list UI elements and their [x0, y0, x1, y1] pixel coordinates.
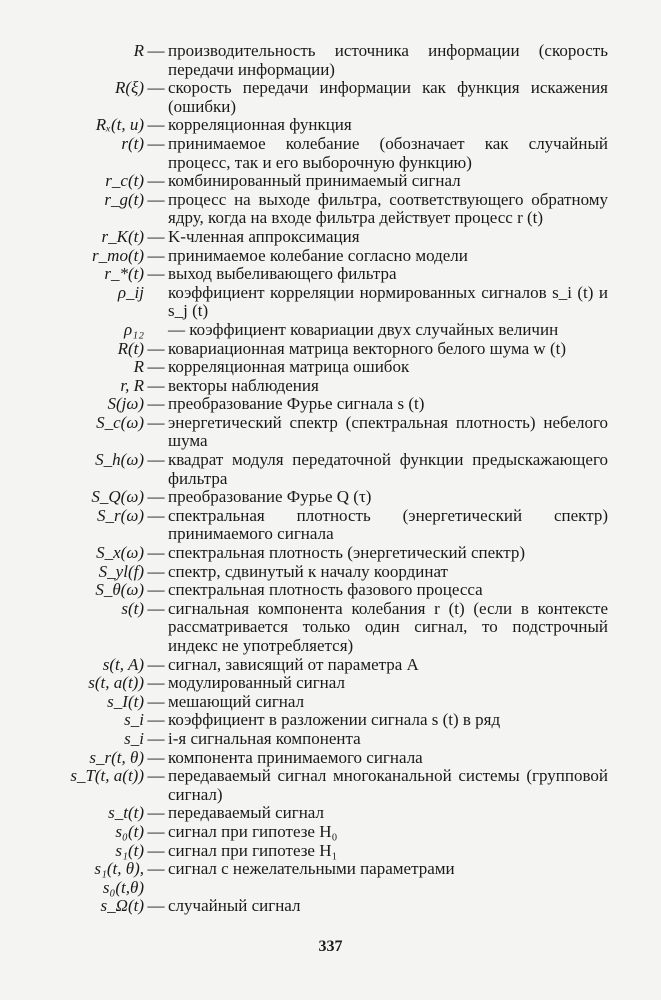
entry-definition: скорость передачи информации как функция искажения (ошибки) — [168, 78, 608, 116]
entry-symbol: s_r(t, θ) — [89, 747, 144, 767]
entry-dash: — — [147, 338, 165, 358]
notation-entry — [0, 749, 661, 768]
entry-definition: спектральная плотность (энергетический спектр) — [168, 543, 525, 563]
entry-symbol: ρ₁₂ — [124, 319, 144, 339]
entry-definition: случайный сигнал — [168, 896, 301, 916]
notation-entry — [0, 265, 661, 284]
entry-symbol: s₀(t,θ) — [102, 877, 144, 897]
entry-symbol: s₁(t, θ), — [94, 859, 144, 879]
entry-dash: — — [147, 561, 165, 581]
entry-definition: спектральная плотность фазового процесса — [168, 580, 483, 600]
entry-dash: — — [147, 840, 165, 860]
entry-definition: сигнал с нежелательными параметрами — [168, 859, 455, 879]
entry-symbol: ρ_ij — [117, 282, 144, 302]
notation-entry — [0, 507, 661, 544]
entry-symbol: s_Ω(t) — [100, 896, 144, 916]
notation-entry — [0, 804, 661, 823]
entry-symbol: s(t, A) — [102, 654, 144, 674]
entry-dash: — — [147, 171, 165, 191]
entry-definition: спектр, сдвинутый к началу координат — [168, 561, 448, 581]
entry-symbol: s(t) — [121, 598, 144, 618]
entry-dash: — — [147, 505, 165, 525]
entry-dash: — — [147, 728, 165, 748]
entry-symbol: r_g(t) — [104, 189, 144, 209]
entry-definition: производительность источника информации (скорость передачи информации) — [168, 41, 608, 79]
notation-entry — [0, 897, 661, 916]
entry-definition: сигнал при гипотезе H₀ — [168, 821, 338, 841]
notation-entry — [0, 358, 661, 377]
entry-symbol: S(jω) — [107, 394, 144, 414]
entry-symbol: s₀(t) — [115, 821, 144, 841]
notation-entry — [0, 116, 661, 135]
entry-dash: — — [147, 375, 165, 395]
page-number: 337 — [318, 938, 343, 955]
notation-entry — [0, 823, 661, 842]
notation-entry — [0, 674, 661, 693]
entry-symbol: S_c(ω) — [96, 412, 144, 432]
notation-entry — [0, 321, 661, 340]
notation-entry — [0, 228, 661, 247]
entry-definition: преобразование Фурье сигнала s (t) — [168, 394, 425, 414]
notation-entry — [0, 693, 661, 712]
notation-entry — [0, 284, 661, 321]
entry-definition: — коэффициент ковариации двух случайных величин — [168, 319, 559, 339]
entry-definition: комбинированный принимаемый сигнал — [168, 171, 461, 191]
notation-entry — [0, 544, 661, 563]
entry-dash: — — [147, 859, 165, 879]
entry-dash: — — [147, 133, 165, 153]
entry-dash: — — [147, 78, 165, 98]
notation-entry — [0, 842, 661, 861]
notation-entry — [0, 340, 661, 359]
entry-dash: — — [147, 450, 165, 470]
notation-entry — [0, 711, 661, 730]
entry-dash: — — [147, 598, 165, 618]
entry-definition: коэффициент в разложении сигнала s (t) в ряд — [168, 710, 501, 730]
entry-dash: — — [147, 821, 165, 841]
notation-entry — [0, 395, 661, 414]
entry-definition: передаваемый сигнал — [168, 803, 324, 823]
notation-entry — [0, 247, 661, 266]
entry-symbol: R — [133, 357, 144, 377]
entry-definition: мешающий сигнал — [168, 691, 305, 711]
entry-symbol: Rₓ(t, u) — [95, 115, 144, 135]
entry-dash: — — [147, 766, 165, 786]
entry-symbol: S_h(ω) — [95, 450, 144, 470]
entry-definition: корреляционная матрица ошибок — [168, 357, 410, 377]
entry-definition: корреляционная функция — [168, 115, 352, 135]
entry-symbol: s_I(t) — [107, 691, 144, 711]
notation-entry — [0, 581, 661, 600]
entry-definition: спектральная плотность (энергетический спектр) принимаемого сигнала — [168, 505, 608, 544]
entry-definition: компонента принимаемого сигнала — [168, 747, 423, 767]
entry-definition: принимаемое колебание (обозначает как случайный процесс, так и его выборочную функцию) — [168, 133, 608, 172]
notation-entry — [0, 730, 661, 749]
notation-entry — [0, 767, 661, 804]
entry-definition: i-я сигнальная компонента — [168, 728, 361, 748]
notation-entry — [0, 488, 661, 507]
entry-definition: сигнальная компонента колебания r (t) (если в контексте рассматривается только один сигнал, то подстрочный индекс не употребляется) — [168, 598, 608, 655]
entry-dash: — — [147, 41, 165, 60]
entry-symbol: S_Q(ω) — [91, 487, 144, 507]
entry-definition: принимаемое колебание согласно модели — [168, 245, 468, 265]
entry-definition: преобразование Фурье Q (τ) — [168, 487, 372, 507]
entry-definition: выход выбеливающего фильтра — [168, 264, 397, 284]
entry-definition: энергетический спектр (спектральная плотность) небелого шума — [168, 412, 608, 451]
notation-entry — [0, 879, 661, 898]
entry-symbol: s₁(t) — [115, 840, 144, 860]
entry-symbol: r_K(t) — [101, 226, 144, 246]
notation-entry — [0, 42, 661, 79]
entry-dash: — — [147, 803, 165, 823]
entry-symbol: R — [133, 41, 144, 60]
entry-definition: коэффициент корреляции нормированных сигналов s_i (t) и s_j (t) — [168, 282, 608, 321]
entry-dash: — — [147, 115, 165, 135]
notation-entry — [0, 451, 661, 488]
entry-dash: — — [147, 580, 165, 600]
entry-dash: — — [147, 394, 165, 414]
notation-entry — [0, 172, 661, 191]
entry-dash: — — [147, 543, 165, 563]
entry-symbol: s_T(t, a(t)) — [70, 766, 144, 786]
notation-list — [0, 42, 661, 916]
entry-symbol: S_r(ω) — [97, 505, 144, 525]
entry-symbol: R(t) — [117, 338, 144, 358]
entry-dash: — — [147, 189, 165, 209]
entry-symbol: S_yl(f) — [98, 561, 144, 581]
entry-dash: — — [147, 264, 165, 284]
entry-definition: сигнал, зависящий от параметра A — [168, 654, 419, 674]
entry-symbol: r_mo(t) — [92, 245, 144, 265]
entry-definition: ковариационная матрица векторного белого шума w (t) — [168, 338, 567, 358]
entry-definition: процесс на выходе фильтра, соответствующего обратному ядру, когда на входе фильтра действует процесс r (t) — [168, 189, 608, 228]
notation-entry — [0, 414, 661, 451]
notation-entry — [0, 377, 661, 396]
entry-symbol: r(t) — [121, 133, 144, 153]
entry-dash: — — [147, 245, 165, 265]
notation-entry — [0, 191, 661, 228]
entry-definition: сигнал при гипотезе H₁ — [168, 840, 338, 860]
entry-dash: — — [147, 896, 165, 916]
notation-entry — [0, 656, 661, 675]
entry-dash: — — [147, 226, 165, 246]
entry-symbol: S_x(ω) — [96, 543, 144, 563]
entry-symbol: r_*(t) — [104, 264, 144, 284]
entry-symbol: s_t(t) — [108, 803, 144, 823]
entry-definition: квадрат модуля передаточной функции предыскажающего фильтра — [168, 450, 608, 488]
entry-definition: модулированный сигнал — [168, 673, 345, 693]
entry-dash: — — [147, 673, 165, 693]
entry-dash: — — [147, 654, 165, 674]
entry-symbol: r, R — [120, 375, 144, 395]
entry-dash: — — [147, 357, 165, 377]
notation-entry — [0, 135, 661, 172]
entry-symbol: s(t, a(t)) — [88, 673, 144, 693]
entry-symbol: s_i — [124, 728, 144, 748]
notation-entry — [0, 79, 661, 116]
entry-definition: K-членная аппроксимация — [168, 226, 360, 246]
entry-symbol: R(ξ) — [115, 78, 144, 98]
entry-dash: — — [147, 691, 165, 711]
entry-dash: — — [147, 747, 165, 767]
entry-dash: — — [147, 710, 165, 730]
notation-entry — [0, 600, 661, 656]
entry-definition: векторы наблюдения — [168, 375, 319, 395]
entry-symbol: r_c(t) — [105, 171, 144, 191]
notation-entry — [0, 860, 661, 879]
entry-definition: передаваемый сигнал многоканальной системы (групповой сигнал) — [168, 766, 608, 804]
entry-dash: — — [147, 487, 165, 507]
entry-dash: — — [147, 412, 165, 432]
entry-symbol: S_θ(ω) — [95, 580, 144, 600]
entry-symbol: s_i — [124, 710, 144, 730]
notation-entry — [0, 563, 661, 582]
